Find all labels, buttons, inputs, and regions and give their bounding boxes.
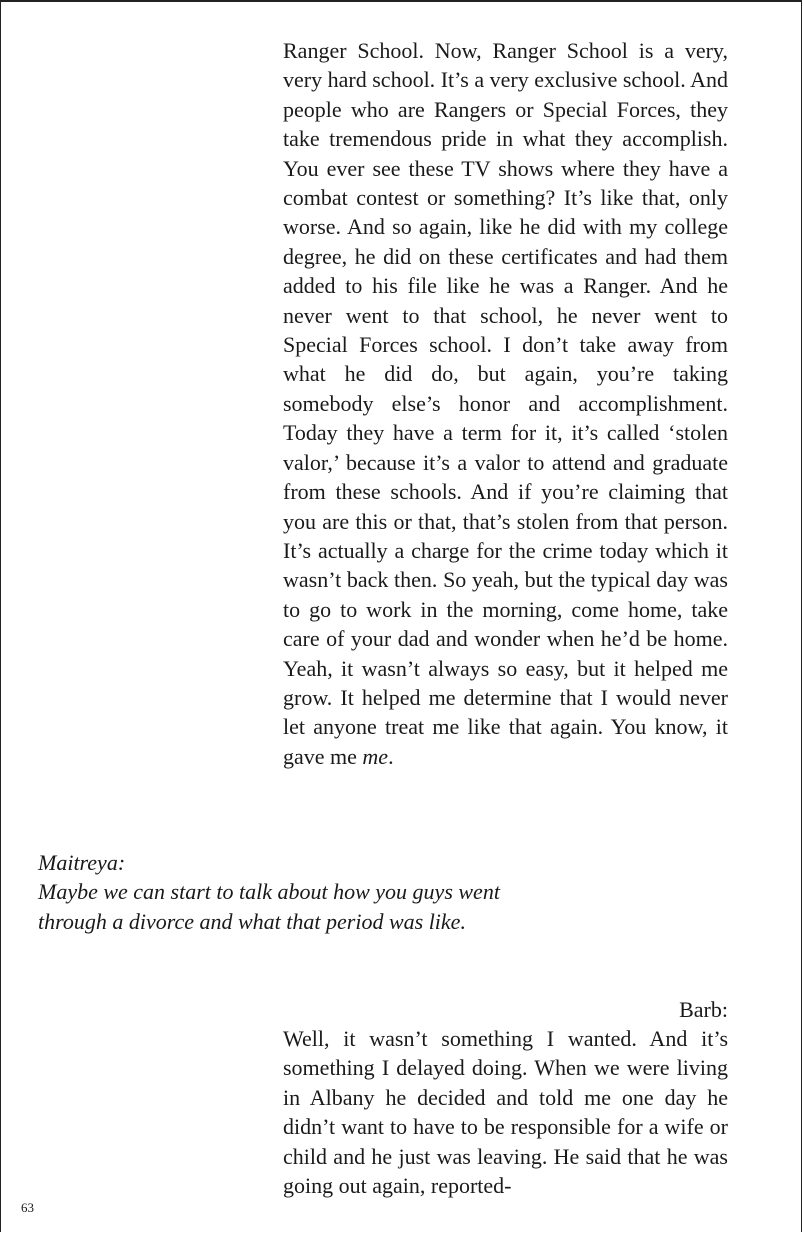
- answer-end-punctuation: .: [388, 743, 394, 769]
- maitreya-speaker-label: Maitreya:: [38, 850, 126, 875]
- barb-answer-paragraph: [283, 36, 728, 771]
- maitreya-question-block: [38, 848, 528, 936]
- barb-second-answer: [283, 1024, 728, 1200]
- barb-second-answer-text: Well, it wasn’t something I wanted. And it’s something I delayed doing. When we were living in Albany he decided and told me one day he didn’t want to have to be responsible for a wife or child and he just was leaving. He said that he was going out again, reported-: [283, 1026, 728, 1199]
- maitreya-question-text: Maybe we can start to talk about how you guys went through a divorce and what that period was like.: [38, 879, 500, 934]
- page-number: 63: [21, 1200, 34, 1215]
- answer-emphasis: me: [362, 743, 389, 769]
- answer-text: Ranger School. Now, Ranger School is a very, very hard school. It’s a very exclusive school. And people who are Rangers or Special Forces, they take tremendous pride in what they accomplish. You ever see these TV shows where they have a combat contest or something? It’s like that, only worse. And so again, like he did with my college degree, he did on these certificates and had them added to his file like he was a Ranger. And he never went to that school, he never went to Special Forces school. I don’t take away from what he did do, but again, you’re taking somebody else’s honor and accomplishment. Today they have a term for it, it’s called ‘stolen valor,’ because it’s a valor to attend and graduate from these schools. And if you’re claiming that you are this or that, that’s stolen from that person. It’s actually a charge for the crime today which it wasn’t back then. So yeah, but the typical day was to go to work in the morning, come home, take care of your dad and wonder when he’d be home. Yeah, it wasn’t always so easy, but it helped me grow. It helped me determine that I would never let anyone treat me like that again. You know, it gave me: [283, 38, 728, 769]
- barb-speaker-label: Barb:: [679, 997, 728, 1022]
